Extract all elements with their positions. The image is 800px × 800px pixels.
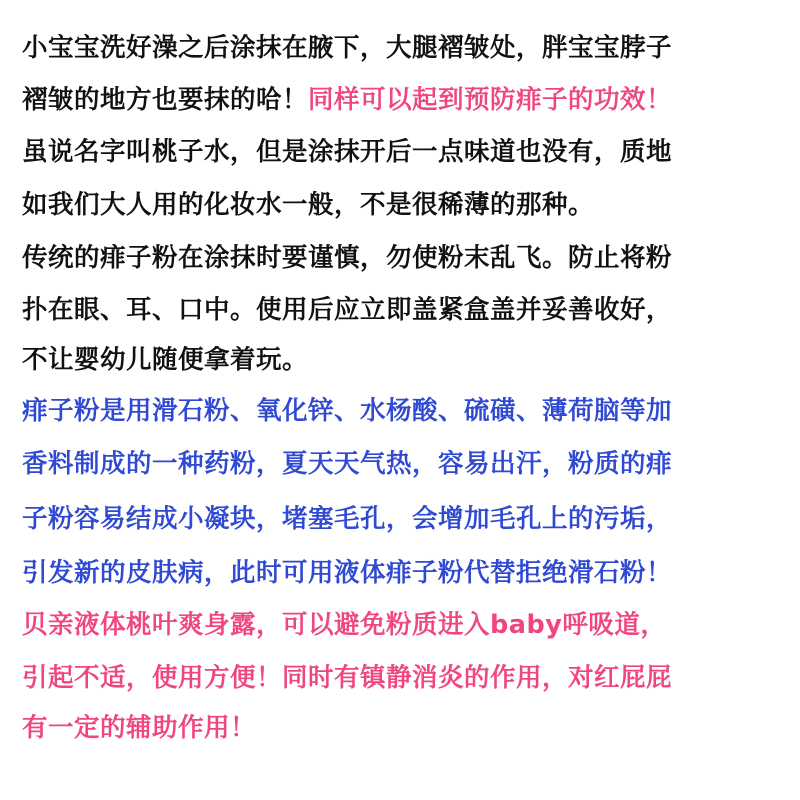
paragraph4-line3: 有一定的辅助作用！ bbox=[22, 713, 257, 743]
paragraph4-line2: 引起不适，使用方便！同时有镇静消炎的作用，对红屁屁 bbox=[22, 663, 673, 693]
paragraph3-line4: 引发新的皮肤病，此时可用液体痱子粉代替拒绝滑石粉！ bbox=[22, 558, 673, 588]
paragraph1-line2-black-text: 褶皱的地方也要抹的哈！ bbox=[22, 85, 309, 115]
paragraph2-line2: 扑在眼、耳、口中。使用后应立即盖紧盒盖并妥善收好， bbox=[22, 295, 673, 325]
paragraph3-line1: 痱子粉是用滑石粉、氧化锌、水杨酸、硫磺、薄荷脑等加 bbox=[22, 396, 673, 426]
paragraph2-line1: 传统的痱子粉在涂抹时要谨慎，勿使粉末乱飞。防止将粉 bbox=[22, 243, 673, 273]
paragraph1-line2 bbox=[22, 78, 672, 122]
paragraph4-line1: 贝亲液体桃叶爽身露，可以避免粉质进入baby呼吸道， bbox=[22, 610, 667, 640]
paragraph3-line3: 子粉容易结成小凝块，堵塞毛孔，会增加毛孔上的污垢， bbox=[22, 504, 673, 534]
paragraph1-line2-pink-text: 同样可以起到预防痱子的功效！ bbox=[308, 85, 673, 115]
paragraph2-line3: 不让婴幼儿随便拿着玩。 bbox=[22, 345, 309, 375]
paragraph1-line1: 小宝宝洗好澡之后涂抹在腋下，大腿褶皱处，胖宝宝脖子 bbox=[22, 33, 673, 63]
paragraph1-line4: 如我们大人用的化妆水一般，不是很稀薄的那种。 bbox=[22, 190, 595, 220]
paragraph3-line2: 香料制成的一种药粉，夏天天气热，容易出汗，粉质的痱 bbox=[22, 449, 673, 479]
paragraph1-line3: 虽说名字叫桃子水，但是涂抹开后一点味道也没有，质地 bbox=[22, 137, 673, 167]
